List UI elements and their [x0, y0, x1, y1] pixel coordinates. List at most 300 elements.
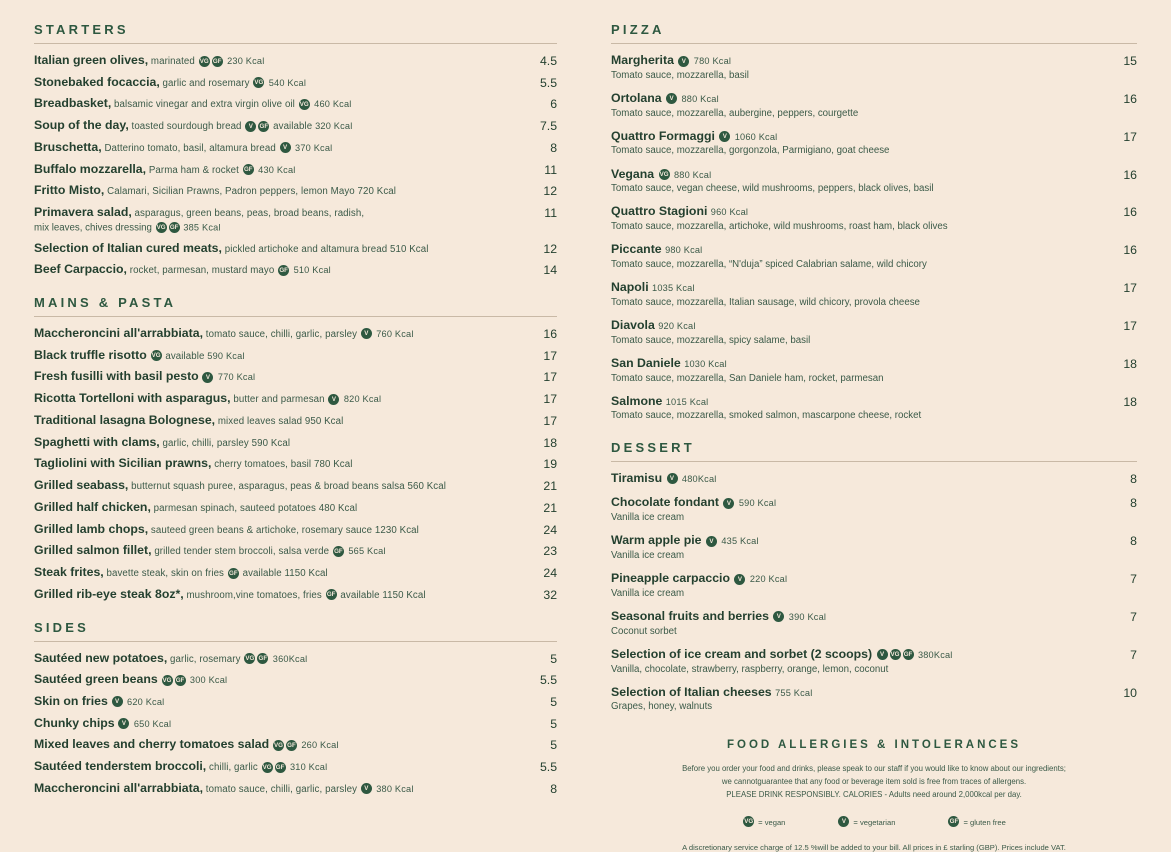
menu-item-price: 8 — [1130, 471, 1137, 486]
diet-badge-v: V — [361, 328, 372, 339]
menu-item-price: 7 — [1130, 572, 1137, 587]
menu-item — [34, 262, 557, 278]
menu-item-price: 8 — [1130, 534, 1137, 549]
menu-item-price: 5 — [550, 738, 558, 753]
menu-item-main — [34, 587, 523, 603]
menu-item-main — [34, 348, 523, 364]
allergies-title: FOOD ALLERGIES & INTOLERANCES — [727, 739, 1022, 752]
menu-item-price: 8 — [1130, 496, 1137, 511]
menu-item-price: 14 — [543, 263, 558, 278]
menu-item-name: Maccheroncini all'arrabbiata, tomato sauce, chilli, garlic, parsley V 760 Kcal — [34, 325, 414, 340]
menu-item-price: 12 — [543, 184, 558, 199]
diet-badge-v: V — [328, 394, 339, 405]
menu-item-subline: mix leaves, chives dressing VG GF 385 Kcal — [34, 222, 221, 234]
menu-item-price: 5.5 — [539, 760, 558, 775]
pizza-list — [611, 53, 1137, 423]
menu-item-kcal: 650 Kcal — [133, 718, 172, 729]
diet-badge-v: V — [723, 498, 734, 509]
menu-item-main — [611, 533, 1103, 562]
menu-item-kcal: 430 Kcal — [258, 164, 296, 175]
menu-item-kcal: 510 Kcal — [293, 265, 331, 276]
diet-badge-v: V — [719, 131, 730, 142]
menu-item-price: 23 — [543, 544, 558, 559]
menu-item-name: Selection of ice cream and sorbet (2 scoops) V VG GF 380Kcal — [611, 646, 953, 661]
diet-badge-v: V — [838, 816, 849, 827]
divider — [611, 461, 1137, 462]
diet-badge-gf: GF — [212, 57, 222, 65]
menu-item — [611, 167, 1137, 196]
menu-item-description: mushroom,vine tomatoes, fries — [183, 589, 325, 601]
menu-item — [34, 694, 557, 710]
diet-badge-v: V — [706, 536, 717, 547]
menu-item-description: garlic, rosemary — [167, 653, 244, 665]
menu-item — [34, 672, 557, 688]
menu-item-price: 5.5 — [539, 75, 558, 90]
menu-item-main — [34, 456, 523, 472]
menu-item-name: Primavera salad, asparagus, green beans, peas, broad beans, radish, — [34, 205, 365, 220]
menu-item-name: Sautéed green beans VG GF 300 Kcal — [34, 672, 228, 687]
diet-badge-v: V — [667, 473, 678, 484]
menu-item-subline: Coconut sorbet — [611, 625, 677, 637]
section-pizza — [611, 22, 1137, 423]
diet-badge-gf: GF — [229, 569, 238, 577]
menu-item — [34, 53, 557, 69]
menu-item-price: 8 — [550, 781, 558, 796]
divider — [34, 316, 557, 317]
menu-item-name: San Daniele 1030 Kcal — [611, 355, 727, 370]
menu-item-availability: available — [162, 350, 208, 362]
menu-item-kcal: 300 Kcal — [189, 675, 228, 686]
diet-badge-v: V — [678, 56, 689, 67]
menu-item-name: Steak frites, bavette steak, skin on fries GF available 1150 Kcal — [34, 565, 328, 580]
menu-item-availability: available 1150 Kcal — [239, 568, 328, 580]
menu-item-name: Grilled seabass, butternut squash puree, asparagus, peas & broad beans salsa 560 Kcal — [34, 478, 446, 493]
menu-item-price: 16 — [543, 326, 558, 341]
menu-item-description: Calamari, Sicilian Prawns, Padron peppers, lemon Mayo 720 Kcal — [104, 186, 397, 198]
menu-item-main — [34, 118, 523, 134]
diet-badge-vg: VG — [299, 100, 309, 108]
diet-badge-gf: GF — [243, 166, 253, 174]
menu-item-kcal: 320 Kcal — [315, 121, 353, 132]
menu-item — [34, 435, 557, 451]
menu-item-name: Stonebaked focaccia, garlic and rosemary VG 540 Kcal — [34, 74, 307, 89]
menu-item-kcal: 565 Kcal — [348, 546, 386, 557]
menu-item-price: 18 — [543, 435, 558, 450]
menu-item-name: Ricotta Tortelloni with asparagus, butter and parmesan V 820 Kcal — [34, 391, 382, 406]
legend — [611, 816, 1137, 827]
menu-item-price: 17 — [1123, 129, 1137, 144]
menu-item — [34, 140, 557, 156]
menu-item-subline: Tomato sauce, mozzarella, Italian sausage, wild chicory, provola cheese — [611, 296, 920, 308]
menu-item-main — [611, 280, 1103, 309]
menu-item-subline: Tomato sauce, mozzarella, smoked salmon, mascarpone cheese, rocket — [611, 410, 922, 422]
menu-item-subline: Tomato sauce, mozzarella, aubergine, peppers, courgette — [611, 107, 859, 119]
menu-item-main — [611, 609, 1103, 638]
diet-badge-gf: GF — [279, 266, 288, 274]
menu-item-description — [269, 740, 272, 751]
menu-item — [34, 183, 557, 199]
menu-item — [34, 241, 557, 257]
diet-badge-gf: GF — [903, 651, 913, 659]
menu-item-main — [34, 565, 523, 581]
diet-badge-gf: GF — [287, 741, 296, 749]
menu-item-description: tomato sauce, chilli, garlic, parsley — [203, 328, 360, 340]
menu-item-main — [34, 672, 523, 688]
menu-item — [611, 533, 1137, 562]
menu-item — [34, 369, 557, 385]
menu-item-description: mixed leaves salad 950 Kcal — [215, 415, 344, 427]
menu-item-main — [34, 694, 523, 710]
menu-item-price: 17 — [543, 348, 558, 363]
menu-item-kcal: 370 Kcal — [295, 142, 333, 153]
diet-badge-gf: GF — [275, 763, 285, 771]
menu-item-price: 18 — [1123, 356, 1137, 371]
menu-item — [611, 495, 1137, 524]
menu-item-subline: Grapes, honey, walnuts — [611, 701, 713, 713]
menu-item — [611, 356, 1137, 385]
menu-item-main — [34, 369, 523, 385]
legend-label: = vegan — [758, 817, 786, 827]
menu-item — [611, 394, 1137, 423]
menu-item-name: Fresh fusilli with basil pesto V 770 Kcal — [34, 369, 256, 384]
menu-item-kcal: 980 Kcal — [665, 245, 703, 256]
diet-badge-vg: VG — [659, 171, 669, 179]
menu-item-main — [34, 183, 523, 199]
menu-item-main — [611, 685, 1103, 714]
menu-item-kcal: 760 Kcal — [376, 328, 414, 339]
menu-item-name: Fritto Misto, Calamari, Sicilian Prawns, Padron peppers, lemon Mayo 720 Kcal — [34, 183, 397, 198]
menu-item-description: parmesan spinach, sauteed potatoes 480 Kcal — [150, 502, 358, 514]
menu-item-name: Chunky chips V 650 Kcal — [34, 715, 172, 730]
menu-item-price: 24 — [543, 522, 558, 537]
menu-item-main — [611, 356, 1103, 385]
menu-item-name: Selection of Italian cheeses 755 Kcal — [611, 684, 813, 699]
menu-item-kcal: 880 Kcal — [673, 169, 712, 180]
menu-item-kcal: 480Kcal — [681, 473, 717, 484]
menu-item-description — [147, 351, 150, 362]
menu-item — [34, 326, 557, 342]
menu-item-main — [611, 53, 1103, 82]
menu-item-main — [34, 435, 523, 451]
menu-item-kcal: 380Kcal — [917, 649, 953, 660]
menu-item — [611, 129, 1137, 158]
diet-badge-vg: VG — [262, 763, 272, 771]
diet-badge-v: V — [773, 611, 784, 622]
menu-item-kcal: 1030 Kcal — [684, 358, 727, 369]
menu-item-main — [611, 318, 1103, 347]
menu-item-subline: Vanilla ice cream — [611, 512, 685, 524]
section-title-starters: STARTERS — [34, 22, 129, 37]
diet-badge-gf: GF — [949, 818, 959, 826]
menu-item-name: Mixed leaves and cherry tomatoes salad VG GF 260 Kcal — [34, 737, 339, 752]
menu-item-name: Napoli 1035 Kcal — [611, 280, 695, 295]
menu-item-name: Spaghetti with clams, garlic, chilli, parsley 590 Kcal — [34, 434, 291, 449]
menu-item-description: butternut squash puree, asparagus, peas & broad beans salsa 560 Kcal — [128, 481, 446, 493]
menu-item-main — [611, 495, 1103, 524]
menu-item — [611, 53, 1137, 82]
menu-item-main — [34, 75, 523, 91]
menu-item — [611, 571, 1137, 600]
menu-item — [611, 609, 1137, 638]
menu-item-description — [108, 697, 111, 708]
diet-badge-v: V — [877, 649, 888, 660]
menu-item — [34, 413, 557, 429]
menu-item-kcal: 230 Kcal — [227, 56, 265, 66]
divider — [34, 641, 557, 642]
menu-item-description: sauteed green beans & artichoke, rosemary sauce 1230 Kcal — [148, 524, 419, 536]
menu-item-kcal: 590 Kcal — [738, 498, 777, 509]
section-mains — [34, 295, 557, 603]
menu-item-description: cherry tomatoes, basil 780 Kcal — [211, 459, 353, 471]
menu-item-name: Quattro Formaggi V 1060 Kcal — [611, 128, 778, 143]
menu-item-description: balsamic vinegar and extra virgin olive oil — [111, 99, 298, 111]
diet-badge-gf: GF — [326, 591, 336, 599]
menu-item-name: Quattro Stagioni 960 Kcal — [611, 204, 749, 219]
menu-item-kcal: 880 Kcal — [681, 93, 719, 104]
menu-item-price: 7 — [1130, 609, 1137, 624]
menu-item-kcal: 620 Kcal — [127, 696, 165, 707]
menu-item-name: Salmone 1015 Kcal — [611, 393, 709, 408]
menu-item — [34, 391, 557, 407]
menu-item-kcal: 820 Kcal — [343, 394, 382, 405]
menu-item-name: Tiramisu V 480Kcal — [611, 470, 717, 485]
menu-item-price: 8 — [550, 140, 558, 155]
menu-item-main — [34, 716, 523, 732]
menu-item-description — [158, 675, 161, 686]
menu-item-subline: Tomato sauce, mozzarella, spicy salame, basil — [611, 334, 811, 346]
menu-item-main — [34, 53, 523, 69]
menu-item-kcal: 770 Kcal — [217, 372, 256, 383]
menu-item-kcal: 1035 Kcal — [652, 283, 695, 294]
diet-badge-v: V — [280, 142, 291, 153]
menu-item-description: grilled tender stem broccoli, salsa verde — [151, 546, 332, 558]
menu-item-main — [611, 167, 1103, 196]
menu-item-name: Traditional lasagna Bolognese, mixed leaves salad 950 Kcal — [34, 412, 344, 427]
menu-item-name: Piccante 980 Kcal — [611, 242, 703, 257]
menu-item-main — [34, 326, 523, 342]
menu-item-name: Tagliolini with Sicilian prawns, cherry tomatoes, basil 780 Kcal — [34, 456, 353, 471]
menu-item — [34, 162, 557, 178]
diet-badge-vg: VG — [254, 79, 264, 87]
menu-item-main — [34, 241, 523, 257]
menu-item-price: 6 — [550, 97, 558, 112]
menu-item-subline: Tomato sauce, mozzarella, artichoke, wild mushrooms, roast ham, black olives — [611, 221, 948, 233]
menu-item — [611, 318, 1137, 347]
menu-item — [34, 716, 557, 732]
menu-item-price: 17 — [1123, 281, 1137, 296]
menu-item-price: 5 — [550, 694, 558, 709]
menu-item-name: Selection of Italian cured meats, pickled artichoke and altamura bread 510 Kcal — [34, 240, 429, 255]
menu-item-name: Skin on fries V 620 Kcal — [34, 693, 165, 708]
menu-item-description — [115, 719, 118, 730]
menu-item-name: Sautéed new potatoes, garlic, rosemary VG GF 360Kcal — [34, 650, 308, 665]
menu-item-main — [34, 96, 523, 112]
menu-item-name: Grilled half chicken, parmesan spinach, sauteed potatoes 480 Kcal — [34, 499, 358, 514]
menu-item-subline: Vanilla, chocolate, strawberry, raspberry, orange, lemon, coconut — [611, 663, 889, 675]
dessert-list — [611, 471, 1137, 714]
menu-item-description: asparagus, green beans, peas, broad beans, radish, — [131, 208, 365, 220]
menu-item-name: Maccheroncini all'arrabbiata, tomato sauce, chilli, garlic, parsley V 380 Kcal — [34, 780, 414, 795]
menu-item — [34, 478, 557, 494]
menu-item-description: marinated — [148, 56, 198, 67]
menu-item-price: 21 — [543, 479, 558, 494]
menu-item-description: Parma ham & rocket — [146, 164, 242, 176]
left-column — [34, 22, 583, 809]
menu-item — [611, 242, 1137, 271]
menu-item-kcal: 960 Kcal — [710, 207, 749, 218]
menu-item-kcal: 1060 Kcal — [734, 131, 778, 142]
mains-list — [34, 326, 557, 603]
menu-item-price: 15 — [1123, 54, 1137, 68]
section-title-pizza: PIZZA — [611, 22, 665, 37]
menu-item-name: Chocolate fondant V 590 Kcal — [611, 495, 777, 510]
service-charge-note: A discretionary service charge of 12.5 %will be added to your bill. All prices in £ starling (GBP). Prices include VAT. — [682, 843, 1066, 852]
menu-item-kcal: 460 Kcal — [314, 99, 352, 110]
legend-item — [837, 816, 895, 827]
menu-item-name: Grilled lamb chops, sauteed green beans & artichoke, rosemary sauce 1230 Kcal — [34, 521, 419, 536]
menu-item-kcal: 540 Kcal — [268, 77, 307, 88]
menu-item-main — [611, 571, 1103, 600]
menu-item-main — [611, 647, 1103, 676]
diet-badge-vg: VG — [162, 676, 172, 684]
diet-badge-vg: VG — [744, 818, 754, 826]
menu-item-name: Sautéed tenderstem broccoli, chilli, garlic VG GF 310 Kcal — [34, 759, 328, 774]
legend-label: = vegetarian — [853, 817, 896, 827]
diet-badge-vg: VG — [199, 57, 209, 65]
diet-badge-v: V — [734, 574, 745, 585]
menu-item-kcal: 385 Kcal — [183, 222, 221, 233]
menu-item-price: 16 — [1123, 243, 1137, 258]
section-starters — [34, 22, 557, 278]
menu-item-description: toasted sourdough bread — [128, 121, 245, 133]
menu-item-name: Buffalo mozzarella, Parma ham & rocket GF 430 Kcal — [34, 161, 296, 176]
legend-item — [742, 816, 785, 827]
menu-item-kcal: 920 Kcal — [658, 321, 696, 332]
menu-item-price: 11 — [544, 206, 558, 221]
allergies-line-1: Before you order your food and drinks, please speak to our staff if you would like to know about our ingredients; — [682, 764, 1066, 774]
menu-item-main — [34, 651, 523, 667]
section-dessert — [611, 440, 1137, 714]
menu-item-description: butter and parmesan — [230, 394, 328, 406]
menu-item — [34, 543, 557, 559]
menu-item-price: 19 — [543, 457, 558, 472]
menu-item-price: 5 — [550, 716, 558, 731]
diet-badge-gf: GF — [169, 223, 179, 231]
menu-item-price: 16 — [1123, 91, 1137, 106]
menu-item — [611, 280, 1137, 309]
menu-item-kcal: 260 Kcal — [301, 740, 339, 751]
menu-item-price: 32 — [543, 587, 558, 602]
menu-item-price: 17 — [1123, 319, 1137, 334]
diet-badge-v: V — [202, 372, 213, 383]
menu-item-price: 7 — [1130, 647, 1137, 662]
menu-item-price: 17 — [543, 413, 558, 428]
diet-badge-vg: VG — [273, 741, 283, 749]
allergies-line-2: we cannotguarantee that any food or beverage item sold is free from traces of allergens. — [721, 777, 1027, 787]
menu-item-main — [34, 413, 523, 429]
menu-item-description: pickled artichoke and altamura bread 510 Kcal — [221, 243, 429, 255]
diet-badge-gf: GF — [334, 547, 343, 555]
menu-item-price: 16 — [1123, 205, 1137, 220]
diet-badge-v: V — [112, 696, 123, 707]
menu-item-availability: available — [270, 121, 316, 133]
menu-item-subline: Vanilla ice cream — [611, 549, 685, 561]
menu-item-description: chilli, garlic — [206, 762, 261, 774]
menu-item-name: Breadbasket, balsamic vinegar and extra virgin olive oil VG 460 Kcal — [34, 96, 352, 111]
menu-item-name: Grilled salmon fillet, grilled tender stem broccoli, salsa verde GF 565 Kcal — [34, 543, 386, 558]
menu-item-description: Datterino tomato, basil, altamura bread — [101, 142, 279, 154]
menu-item-description: tomato sauce, chilli, garlic, parsley — [203, 783, 360, 795]
menu-item-price: 5 — [550, 651, 558, 666]
menu-item-name: Warm apple pie V 435 Kcal — [611, 533, 759, 548]
diet-badge-v: V — [666, 93, 677, 104]
menu-item-price: 7.5 — [539, 119, 558, 134]
menu-item-kcal: 1015 Kcal — [665, 396, 709, 407]
menu-item-price: 10 — [1123, 685, 1137, 700]
menu-item-main — [34, 391, 523, 407]
menu-item-name: Vegana VG 880 Kcal — [611, 166, 712, 181]
section-title-dessert: DESSERT — [611, 439, 695, 455]
menu-item — [34, 96, 557, 112]
menu-item-subline: Tomato sauce, mozzarella, gorgonzola, Parmigiano, goat cheese — [611, 145, 890, 157]
menu-item-main — [611, 91, 1103, 120]
legend-label: = gluten free — [963, 817, 1006, 827]
menu-item-description: bavette steak, skin on fries — [103, 568, 227, 580]
allergies-line-3: PLEASE DRINK RESPONSIBLY. CALORIES - Adults need around 2,000kcal per day. — [726, 790, 1022, 800]
menu-item-name: Pineapple carpaccio V 220 Kcal — [611, 571, 788, 586]
menu-item-price: 4.5 — [539, 54, 558, 68]
menu-item-price: 5.5 — [539, 673, 558, 688]
right-column — [583, 22, 1137, 852]
menu-item-kcal: 390 Kcal — [788, 611, 827, 622]
menu-item-name: Diavola 920 Kcal — [611, 318, 696, 333]
menu-item-name: Black truffle risotto VG available 590 Kcal — [34, 347, 245, 362]
menu-item-main — [34, 478, 523, 494]
menu-item-kcal: 220 Kcal — [749, 574, 788, 585]
menu-item — [34, 651, 557, 667]
diet-badge-gf: GF — [258, 655, 268, 663]
menu-item-price: 18 — [1123, 394, 1137, 409]
menu-item-price: 17 — [543, 370, 558, 385]
diet-badge-vg: VG — [156, 223, 166, 231]
menu-item-name: Italian green olives, marinated VG GF 230 Kcal — [34, 53, 265, 67]
divider — [34, 43, 557, 44]
menu-item-kcal: 360Kcal — [272, 653, 308, 664]
diet-badge-vg: VG — [890, 651, 900, 659]
menu-item — [611, 91, 1137, 120]
menu-item-description: garlic, chilli, parsley 590 Kcal — [159, 437, 291, 449]
menu-item — [611, 685, 1137, 714]
menu-item-main — [34, 140, 523, 156]
diet-badge-gf: GF — [175, 676, 185, 684]
menu-item-kcal: 755 Kcal — [775, 687, 813, 698]
menu-item-name: Grilled rib-eye steak 8oz*, mushroom,vine tomatoes, fries GF available 1150 Kcal — [34, 586, 426, 601]
menu-item-kcal: 380 Kcal — [376, 783, 414, 794]
menu-item-subline: Vanilla ice cream — [611, 587, 685, 599]
menu-item-kcal: 435 Kcal — [721, 536, 759, 547]
menu-item-kcal: 590 Kcal — [207, 350, 245, 361]
menu-item — [34, 75, 557, 91]
menu-item-main — [34, 262, 523, 278]
diet-badge-gf: GF — [259, 122, 269, 130]
menu-item-subline: Tomato sauce, mozzarella, “N'duja” spiced Calabrian salame, wild chicory — [611, 259, 927, 271]
menu-item — [611, 647, 1137, 676]
menu-item — [34, 205, 557, 234]
allergies-section — [611, 739, 1137, 852]
menu-item — [34, 456, 557, 472]
menu-item-main — [34, 737, 523, 753]
menu-item — [611, 471, 1137, 487]
